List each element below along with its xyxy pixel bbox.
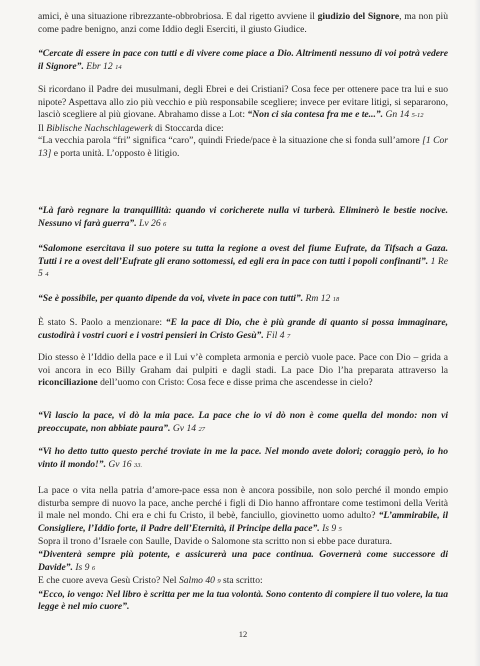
italic-title: Biblische Nachschlagewerk — [46, 122, 153, 134]
quote-ebr — [38, 48, 448, 74]
quote-text: “Salomone esercitava il suo potere su tutta la regione a ovest del fiume Eufrate, da Tifsach a Gaza. Tutti i re a ovest dell’Eufrate gli erano sottomessi, ed egli era in pace con tutti i popoli confinanti”. — [38, 243, 448, 267]
quote-text: “Ecco, io vengo: Nel libro è scritta per me la tua volontà. Sono contento di compiere il tuo volere, la tua legge è nel mio cuore”. — [38, 588, 448, 613]
quote-reference: Gv 16 — [108, 458, 132, 470]
reference-verse: 14 — [115, 63, 122, 71]
bold-phrase: giudizio del Signore — [317, 11, 400, 22]
paragraph-abrahamo — [38, 84, 448, 161]
reference-verse: 4 — [45, 271, 49, 279]
quote-text: “Cercate di essere in pace con tutti e di vivere come piace a Dio. Altrimenti nessuno di voi potrà vedere il Signore”. — [38, 48, 448, 72]
quote-1re — [38, 243, 448, 282]
reference-verse: 6 — [163, 220, 167, 228]
paragraph-cristo — [38, 485, 448, 614]
quote-reference: Lv 26 — [139, 217, 161, 229]
document-page — [38, 0, 448, 666]
reference-verse: 33. — [133, 461, 143, 469]
quote-reference: Gn 14 — [385, 109, 410, 121]
italic-reference: Salmo 40 — [178, 575, 215, 587]
text: amici, è una situazione ribrezzante-obbrobriosa. E dal rigetto avviene il — [38, 11, 315, 22]
reference-verse: 9 — [217, 578, 221, 586]
text: Dio stesso è l’Iddio della pace e il Lui v’è completa armonia e perciò vuole pace. Pace con Dio – grida a voi ancora in eco Billy Graham dai pulpiti e dagli stadi. La pace Dio l’ha preparata attraverso la — [38, 352, 448, 376]
reference-verse: 5-12 — [411, 112, 424, 120]
quote-text: “L’ammirabile, il Consigliere, l’Iddio forte, il Padre dell’Eternità, il Principe della pace”. — [38, 510, 448, 534]
quote-rm — [38, 293, 448, 307]
quote-text: “Là farò regnare la tranquillità: quando vi coricherete nulla vi turberà. Eliminerò le bestie nocive. Nessuno vi farà guerra”. — [38, 205, 448, 229]
paragraph-paolo — [38, 317, 448, 343]
page-edge-shadow — [474, 0, 480, 666]
text: “La vecchia parola “fri” significa “caro”, quindi Friede/pace è la situazione che si fonda sull’amore — [38, 135, 420, 147]
quote-lv — [38, 205, 448, 231]
text: Si ricordano il Padre dei musulmani, degli Ebrei e dei Cristiani? Cosa fece per ottenere pace tra lui e suo nipote? Aspettava allo zio più vecchio e più responsabile scegliere; invece per evitare litigi, si separarono, lasciò scegliere al più giovane. Abrahamo disse a Lot: — [38, 84, 448, 121]
paragraph-dio — [38, 352, 448, 390]
text: dell’uomo con Cristo: Cosa fece e disse prima che ascendesse in cielo? — [100, 377, 373, 389]
text: di Stoccarda dice: — [155, 122, 224, 134]
quote-reference: Is 9 — [75, 561, 90, 573]
quote-gv14 — [38, 410, 448, 436]
quote-text: “Se è possibile, per quanto dipende da voi, vivete in pace con tutti”. — [38, 293, 304, 304]
bold-phrase: riconciliazione — [38, 377, 98, 389]
quote-reference: Rm 12 — [305, 293, 331, 304]
text: È stato S. Paolo a menzionare: — [38, 317, 162, 328]
quote-text: “E la pace di Dio, che è più grande di quanto si possa immaginare, custodirà i vostri cuori e i vostri pensieri in Cristo Gesù”. — [38, 317, 448, 341]
quote-gv16 — [38, 446, 448, 472]
paragraph-intro — [38, 11, 448, 36]
quote-text: “Non ci sia contesa fra me e te...”. — [247, 109, 384, 121]
quote-text: “Vi ho detto tutto questo perché troviate in me la pace. Nel mondo avete dolori; coraggio però, io ho vinto il mondo!”. — [38, 446, 448, 470]
text: Il — [38, 122, 44, 134]
quote-text: “Diventerà sempre più potente, e assicurerà una pace continua. Governerà come successore di Davide”. — [38, 548, 448, 573]
text: sta scritto: — [222, 575, 263, 587]
text: e porta unità. L’opposto è litigio. — [53, 147, 180, 159]
quote-reference: Is 9 — [322, 522, 337, 534]
text: , ma non più come padre benigno, anzi come Iddio degli Eserciti, il giusto Giudice. — [38, 11, 448, 35]
quote-text: “Vi lascio la pace, vi dò la mia pace. La pace che io vi dò non è come quella del mondo: non vi preoccupate, non abbiate paura”. — [38, 410, 448, 434]
text: E che cuore aveva Gesù Cristo? Nel — [38, 575, 177, 587]
quote-reference: 1 Re 5 — [38, 255, 448, 280]
italic-reference: [1 Cor 13] — [38, 135, 449, 159]
reference-verse: 7 — [286, 332, 291, 340]
quote-reference: Fil 4 — [266, 329, 285, 341]
text: Sopra il trono d’Israele con Saulle, Davide o Salomone sta scritto non si ebbe pace duratura. — [38, 536, 393, 548]
text: La pace o vita nella patria d’amore-pace essa non è ancora possibile, non solo perché il mondo empio disturba sempre di nuovo la pace, anche perché i figli di Dio hanno affrontare come testimoni della Verità il male nel mondo. Chi era e chi fu Cristo, il bebè, fanciullo, giovinetto uomo adulto? — [38, 485, 448, 522]
reference-verse: 18 — [332, 296, 340, 303]
quote-reference: Ebr 12 — [86, 60, 113, 72]
reference-verse: 5 — [338, 525, 342, 533]
quote-reference: Gv 14 — [172, 422, 197, 434]
reference-verse: 27 — [198, 425, 205, 433]
page-number: 12 — [238, 629, 248, 639]
reference-verse: 6 — [91, 564, 96, 572]
